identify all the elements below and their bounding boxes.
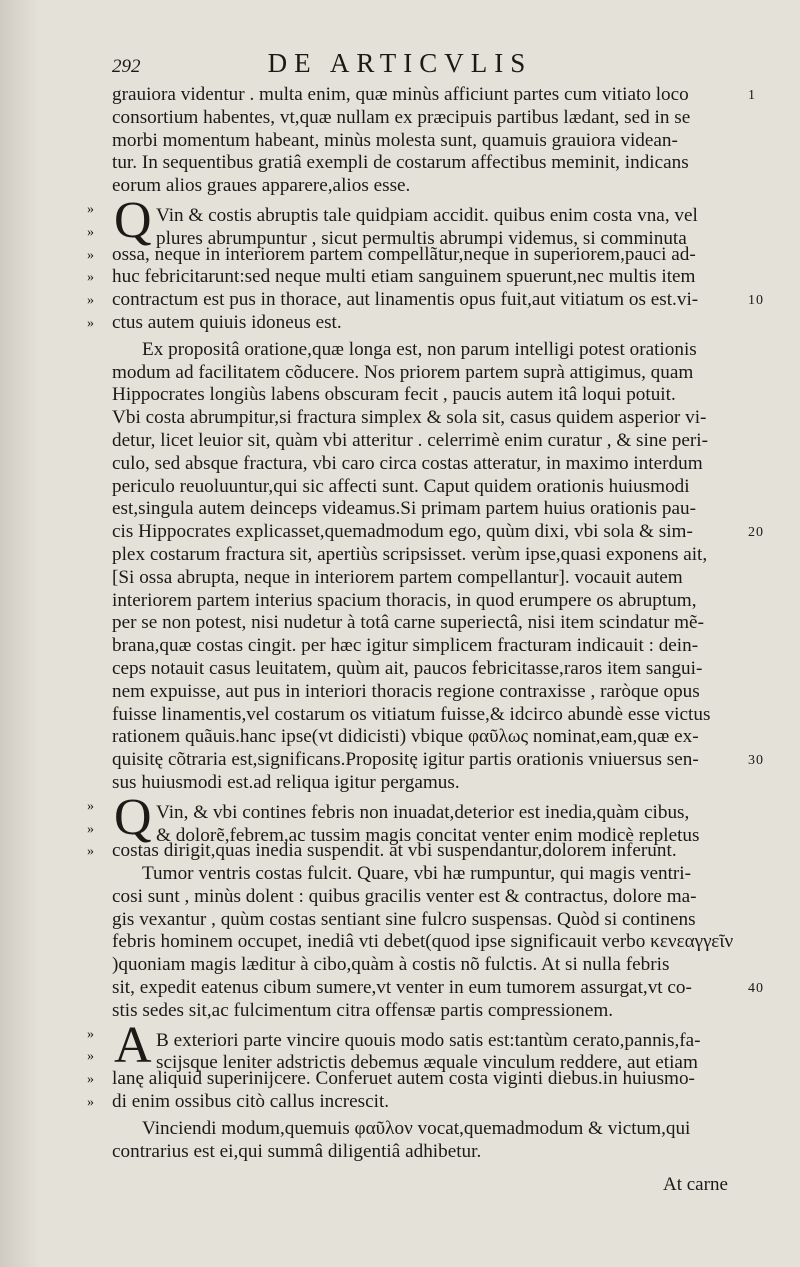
line-text: consortium habentes, vt,quæ nullam ex præcipuis partibus lædant, sed in se	[112, 106, 691, 128]
text-line	[112, 749, 764, 772]
text-line	[87, 818, 740, 846]
text-line	[112, 931, 740, 954]
quote-marker: »	[87, 844, 94, 860]
text-line	[112, 590, 740, 613]
line-text: gis vexantur , quùm costas sentiant sine fulcro suspensas. Quòd si continens	[112, 908, 696, 930]
text-line	[112, 1000, 740, 1023]
text-line	[112, 498, 740, 521]
page-header	[0, 48, 800, 88]
line-text: costas dirigit,quas inedia suspendit. at vbi suspendantur,dolorem inferunt.	[112, 840, 677, 862]
line-number: 20	[748, 525, 764, 541]
line-text: per se non potest, nisi nudetur à totâ carne superiectâ, nisi item scindatur mẽ-	[112, 612, 704, 634]
running-title: DE ARTICVLIS	[267, 48, 533, 78]
text-line	[87, 289, 764, 312]
line-text: B exteriori parte vincire quouis modo satis est:tantùm cerato,pannis,fa-	[156, 1029, 701, 1051]
text-line	[112, 772, 740, 795]
line-text: modum ad facilitatem cõducere. Nos priorem partem suprà attigimus, quam	[112, 361, 694, 383]
text-line	[112, 1141, 740, 1164]
line-text: [Si ossa abrupta, neque in interiorem partem compellantur]. vocauit autem	[112, 566, 683, 588]
drop-cap-letter: A	[114, 1016, 152, 1074]
line-number: 10	[748, 293, 764, 309]
line-text: Vbi costa abrumpitur,si fractura simplex & sola sit, casus quidem asperior vi-	[112, 407, 707, 429]
text-line	[112, 954, 740, 977]
text-line	[112, 886, 740, 909]
text-line	[112, 453, 740, 476]
text-line	[112, 977, 764, 1000]
line-text: detur, licet leuior sit, quàm vbi atteritur . celerrimè enim curatur , & sine peri-	[112, 429, 708, 451]
text-line	[112, 704, 740, 727]
text-line	[112, 107, 740, 130]
line-text: ctus autem quiuis idoneus est.	[112, 311, 342, 333]
line-text: interiorem partem interius spacium thoracis, in quod erumpere os abruptum,	[112, 589, 697, 611]
line-text: morbi momentum habeant, minùs molesta sunt, quamuis grauiora videan-	[112, 129, 678, 151]
text-line	[87, 1045, 740, 1074]
line-text: cosi sunt , minùs dolent : quibus gracilis venter est & contractus, dolore ma-	[112, 885, 697, 907]
drop-cap-space	[112, 221, 156, 244]
text-line	[112, 681, 740, 704]
line-text: plex costarum fractura sit, apertiùs scripsisset. verùm ipse,quasi exponens ait,	[112, 543, 708, 565]
text-line	[87, 311, 740, 335]
line-text: grauiora videntur . multa enim, quæ minùs afficiunt partes cum vitiato loco	[112, 84, 689, 105]
text-line	[112, 362, 740, 385]
line-text: nem expuisse, aut pus in interiori thoracis regione contraxisse , raròque opus	[112, 680, 700, 702]
text-line	[87, 1091, 740, 1114]
line-text: )quoniam magis læditur à cibo,quàm à costis nõ fulctis. At si nulla febris	[112, 954, 670, 976]
text-line	[112, 175, 740, 198]
quote-marker: »	[87, 798, 94, 814]
quote-marker: »	[87, 1072, 94, 1088]
line-text: fuisse linamentis,vel costarum os vitiatum fuisse,& idcirco abundè esse victus	[112, 703, 711, 725]
quote-marker: »	[87, 270, 94, 286]
text-line	[112, 909, 740, 932]
quote-marker: »	[87, 1026, 94, 1042]
line-text: stis sedes sit,ac fulcimentum citra offensæ partis compressionem.	[112, 999, 614, 1021]
page-number: 292	[112, 56, 141, 77]
quote-marker: »	[87, 293, 94, 309]
line-text: sus huiusmodi est.ad reliqua igitur pergamus.	[112, 771, 460, 793]
line-number: 30	[748, 753, 764, 769]
line-text: sit, expedit eatenus cibum sumere,vt venter in eum tumorem assurgat,vt co-	[112, 977, 692, 999]
quote-marker: »	[87, 224, 94, 240]
text-line	[112, 430, 740, 453]
line-number: 40	[748, 981, 764, 997]
body-text	[87, 84, 764, 1163]
text-line	[112, 635, 740, 658]
line-text: plures abrumpuntur , sicut permultis abrumpi videmus, si comminuta	[156, 227, 687, 249]
line-text: Tumor ventris costas fulcit. Quare, vbi hæ rumpuntur, qui magis ventri-	[142, 863, 692, 885]
line-text: scijsque leniter adstrictis debemus æquale vinculum reddere, aut etiam	[156, 1052, 698, 1074]
line-text: periculo reuoluuntur,qui sic affecti sunt. Caput quidem orationis huiusmodi	[112, 475, 690, 497]
line-text: lanę aliquid superinijcere. Conferuet autem costa viginti diebus.in huiusmo-	[112, 1068, 695, 1090]
text-line	[112, 521, 764, 544]
quote-marker: »	[87, 1095, 94, 1111]
drop-cap-letter: Q	[114, 788, 152, 846]
line-text: contrarius est ei,qui summâ diligentiâ adhibetur.	[112, 1140, 482, 1162]
quote-marker: »	[87, 201, 94, 217]
drop-cap	[112, 191, 156, 249]
text-line	[112, 339, 740, 362]
text-line	[112, 130, 740, 153]
line-text: cis Hippocrates explicasset,quemadmodum ego, quùm dixi, vbi sola & sim-	[112, 521, 693, 543]
line-text: Vinciendi modum,quemuis φαῦλον vocat,quemadmodum & victum,qui	[142, 1117, 691, 1139]
line-text: culo, sed absque fractura, vbi caro circa costas atteratur, in maximo interdum	[112, 452, 703, 474]
line-text: brana,quæ costas cingit. per hæc igitur simplicem fracturam indicauit : dein-	[112, 635, 699, 657]
line-text: tur. In sequentibus gratiâ exempli de costarum affectibus meminit, indicans	[112, 152, 689, 174]
text-line	[112, 567, 740, 590]
line-text: ossa, neque in interiorem partem compellãtur,neque in superiorem,pauci ad-	[112, 243, 696, 265]
drop-cap	[112, 1016, 156, 1074]
line-number: 1	[748, 88, 756, 103]
text-line	[87, 1068, 740, 1091]
text-line	[112, 1118, 740, 1141]
text-line	[112, 612, 740, 635]
line-text: rationem quãuis.hanc ipse(vt didicisti) vbique φαῦλως nominat,eam,quæ ex-	[112, 726, 699, 748]
line-text: Vin, & vbi contines febris non inuadat,deterior est inedia,quàm cibus,	[156, 801, 690, 823]
text-line	[112, 726, 740, 749]
drop-cap-space	[112, 818, 156, 841]
text-line	[112, 544, 740, 567]
quote-marker: »	[87, 821, 94, 837]
line-text: huc febricitarunt:sed neque multi etiam sanguinem spuerunt,nec multis item	[112, 266, 696, 288]
drop-cap	[112, 788, 156, 846]
line-text: eorum alios graues apparere,alios esse.	[112, 175, 411, 197]
catchword: At carne	[663, 1174, 728, 1195]
drop-cap-letter: Q	[114, 191, 152, 249]
quote-marker: »	[87, 315, 94, 331]
text-line	[112, 476, 740, 499]
text-line	[87, 243, 740, 267]
line-text: Hippocrates longiùs labens obscuram fecit , paucis autem itâ loqui potuit.	[112, 384, 676, 406]
quote-marker: »	[87, 247, 94, 263]
text-line	[87, 266, 740, 289]
text-line	[112, 384, 740, 407]
line-text: febris hominem occupet, inediâ vti debet(quod ipse significauit verbo κενεαγγεῖν	[112, 931, 734, 953]
line-text: di enim ossibus citò callus increscit.	[112, 1091, 390, 1113]
line-text: ceps notauit casus leuitatem, quùm ait, paucos febricitasse,raros item sangui-	[112, 657, 703, 679]
line-text: Vin & costis abruptis tale quidpiam accidit. quibus enim costa vna, vel	[156, 204, 698, 226]
text-line	[87, 840, 740, 863]
drop-cap-space	[112, 1045, 156, 1068]
line-text: contractum est pus in thorace, aut linamentis opus fuit,aut vitiatum os est.vi-	[112, 289, 699, 311]
text-line	[112, 152, 740, 175]
text-line	[112, 658, 740, 681]
line-text: Ex propositâ oratione,quæ longa est, non parum intelligi potest orationis	[142, 338, 697, 360]
text-line	[87, 221, 740, 249]
line-text: & dolorẽ,febrem,ac tussim magis concitat venter enim modicè repletus	[156, 824, 700, 846]
line-text: est,singula autem deinceps videamus.Si primam partem huius orationis pau-	[112, 498, 697, 520]
text-line	[112, 407, 740, 430]
text-line	[112, 84, 756, 107]
quote-marker: »	[87, 1049, 94, 1065]
text-line	[112, 863, 740, 886]
line-text: quisitę cõtraria est,significans.Propositę igitur partis orationis vniuersus sen-	[112, 749, 699, 771]
